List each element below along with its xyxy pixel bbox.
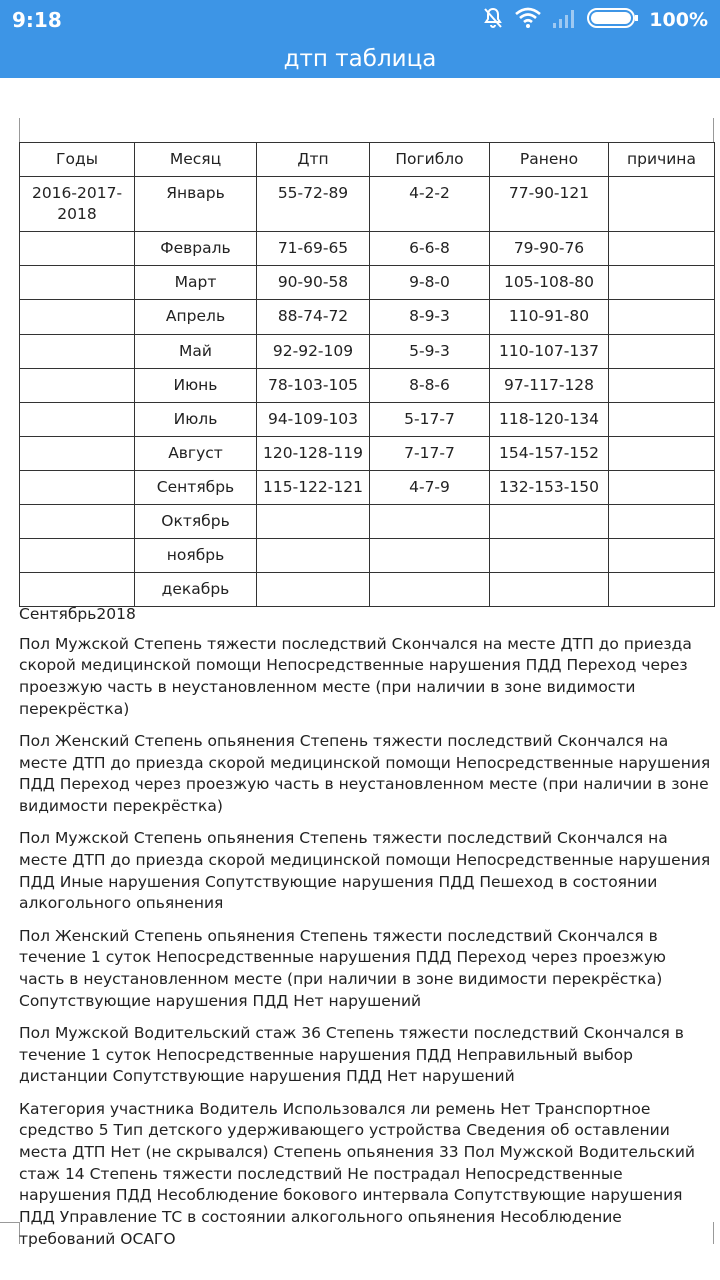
table-row xyxy=(20,539,715,573)
note-paragraph: Пол Мужской Водительский стаж 36 Степень тяжести последствий Скончался в течение 1 суток Непосредственные нарушения ПДД Неправильный выбор дистанции Сопутствующие нарушения ПДД Нет нарушений xyxy=(19,1023,684,1086)
cell-years: 2016-2017-2018 xyxy=(20,177,135,232)
cell-month: Сентябрь xyxy=(135,471,257,505)
note-paragraph: Пол Женский Степень опьянения Степень тяжести последствий Скончался на месте ДТП до приезда скорой медицинской помощи Непосредственные нарушения ПДД Переход через проезжую часть в неустановленном месте (при наличии в зоне видимости перекрёстка) xyxy=(19,732,711,816)
cell-cause xyxy=(609,403,715,437)
cell-month: Март xyxy=(135,266,257,300)
cell-injured: 110-107-137 xyxy=(490,335,609,369)
cell-injured: 77-90-121 xyxy=(490,177,609,232)
cell-injured: 110-91-80 xyxy=(490,300,609,335)
cell-injured xyxy=(490,505,609,539)
cell-injured: 118-120-134 xyxy=(490,403,609,437)
cell-injured: 132-153-150 xyxy=(490,471,609,505)
page-title: дтп таблица xyxy=(283,46,437,72)
battery-percent: 100% xyxy=(649,9,708,31)
table-row xyxy=(20,471,715,505)
cell-month: ноябрь xyxy=(135,539,257,573)
cell-cause xyxy=(609,539,715,573)
cell-killed: 5-17-7 xyxy=(370,403,490,437)
notes-heading: Сентябрь2018 xyxy=(19,605,136,623)
wifi-icon xyxy=(515,7,541,34)
cell-years xyxy=(20,573,135,607)
mute-icon xyxy=(481,6,505,35)
header-cause: причина xyxy=(609,143,715,177)
table-row xyxy=(20,266,715,300)
cell-years xyxy=(20,300,135,335)
cell-dtp: 92-92-109 xyxy=(257,335,370,369)
note-paragraph: Пол Женский Степень опьянения Степень тяжести последствий Скончался в течение 1 суток Непосредственные нарушения ПДД Переход через проезжую часть в неустановленном месте (при наличии в зоне видимости перекрёстка) Сопутствующие нарушения ПДД Нет нарушений xyxy=(19,926,666,1010)
cell-dtp: 120-128-119 xyxy=(257,437,370,471)
cell-dtp: 88-74-72 xyxy=(257,300,370,335)
status-icons xyxy=(481,6,708,35)
cell-cause xyxy=(609,177,715,232)
cell-dtp: 90-90-58 xyxy=(257,266,370,300)
cell-cause xyxy=(609,437,715,471)
cell-cause xyxy=(609,232,715,266)
table-row xyxy=(20,403,715,437)
cell-cause xyxy=(609,266,715,300)
table-header-row xyxy=(20,143,715,177)
cell-cause xyxy=(609,573,715,607)
note-paragraph: Пол Мужской Степень тяжести последствий Скончался на месте ДТП до приезда скорой медицинской помощи Непосредственные нарушения ПДД Переход через проезжую часть в неустановленном месте (при наличии в зоне видимости перекрёстка) xyxy=(19,634,692,718)
page-corner-mark xyxy=(19,118,20,142)
cell-injured: 154-157-152 xyxy=(490,437,609,471)
header-killed: Погибло xyxy=(370,143,490,177)
battery-icon xyxy=(587,7,639,34)
signal-icon xyxy=(551,7,577,34)
header-injured: Ранено xyxy=(490,143,609,177)
cell-cause xyxy=(609,335,715,369)
cell-killed xyxy=(370,505,490,539)
table-row xyxy=(20,369,715,403)
cell-killed xyxy=(370,539,490,573)
cell-killed: 9-8-0 xyxy=(370,266,490,300)
cell-dtp: 115-122-121 xyxy=(257,471,370,505)
cell-month: Май xyxy=(135,335,257,369)
table-row xyxy=(20,335,715,369)
accidents-table xyxy=(19,142,715,607)
status-time: 9:18 xyxy=(12,8,62,32)
cell-years xyxy=(20,539,135,573)
table-row xyxy=(20,232,715,266)
app-title-bar xyxy=(0,40,720,78)
cell-killed: 5-9-3 xyxy=(370,335,490,369)
cell-injured: 97-117-128 xyxy=(490,369,609,403)
cell-dtp: 55-72-89 xyxy=(257,177,370,232)
cell-killed: 8-8-6 xyxy=(370,369,490,403)
cell-killed: 7-17-7 xyxy=(370,437,490,471)
cell-killed: 8-9-3 xyxy=(370,300,490,335)
cell-killed xyxy=(370,573,490,607)
cell-month: Февраль xyxy=(135,232,257,266)
cell-injured xyxy=(490,573,609,607)
cell-cause xyxy=(609,471,715,505)
cell-month: Апрель xyxy=(135,300,257,335)
cell-cause xyxy=(609,505,715,539)
cell-years xyxy=(20,232,135,266)
table-row xyxy=(20,437,715,471)
status-bar xyxy=(0,0,720,40)
cell-dtp: 71-69-65 xyxy=(257,232,370,266)
cell-month: Июль xyxy=(135,403,257,437)
note-paragraph: Пол Мужской Степень опьянения Степень тяжести последствий Скончался на месте ДТП до приезда скорой медицинской помощи Непосредственные нарушения ПДД Иные нарушения Сопутствующие нарушения ПДД Пешеход в состоянии алкогольного опьянения xyxy=(19,829,711,913)
cell-dtp xyxy=(257,573,370,607)
september-notes xyxy=(19,604,714,1261)
cell-years xyxy=(20,335,135,369)
cell-dtp xyxy=(257,539,370,573)
cell-injured xyxy=(490,539,609,573)
page-corner-mark xyxy=(0,1222,19,1223)
page-corner-mark xyxy=(713,118,714,142)
cell-years xyxy=(20,471,135,505)
note-paragraph: Категория участника Водитель Использовался ли ремень Нет Транспортное средство 5 Тип детского удерживающего устройства Сведения об оставлении места ДТП Нет (не скрывался) Степень опьянения 33 Пол Мужской Водительский стаж 14 Степень тяжести последствий Не пострадал Непосредственные нарушения ПДД Несоблюдение бокового интервала Сопутствующие нарушения ПДД Управление ТС в состоянии алкогольного опьянения Несоблюдение требований ОСАГО xyxy=(19,1099,695,1248)
cell-cause xyxy=(609,300,715,335)
cell-dtp: 78-103-105 xyxy=(257,369,370,403)
cell-years xyxy=(20,505,135,539)
cell-cause xyxy=(609,369,715,403)
header-dtp: Дтп xyxy=(257,143,370,177)
cell-month: Август xyxy=(135,437,257,471)
cell-years xyxy=(20,369,135,403)
cell-month: Январь xyxy=(135,177,257,232)
header-month: Месяц xyxy=(135,143,257,177)
cell-killed: 4-7-9 xyxy=(370,471,490,505)
table-row xyxy=(20,573,715,607)
cell-killed: 4-2-2 xyxy=(370,177,490,232)
table-row xyxy=(20,300,715,335)
cell-month: декабрь xyxy=(135,573,257,607)
cell-years xyxy=(20,403,135,437)
cell-dtp: 94-109-103 xyxy=(257,403,370,437)
cell-injured: 79-90-76 xyxy=(490,232,609,266)
cell-dtp xyxy=(257,505,370,539)
cell-month: Июнь xyxy=(135,369,257,403)
cell-killed: 6-6-8 xyxy=(370,232,490,266)
header-years: Годы xyxy=(20,143,135,177)
table-row xyxy=(20,177,715,232)
cell-years xyxy=(20,437,135,471)
cell-injured: 105-108-80 xyxy=(490,266,609,300)
cell-month: Октябрь xyxy=(135,505,257,539)
cell-years xyxy=(20,266,135,300)
table-row xyxy=(20,505,715,539)
